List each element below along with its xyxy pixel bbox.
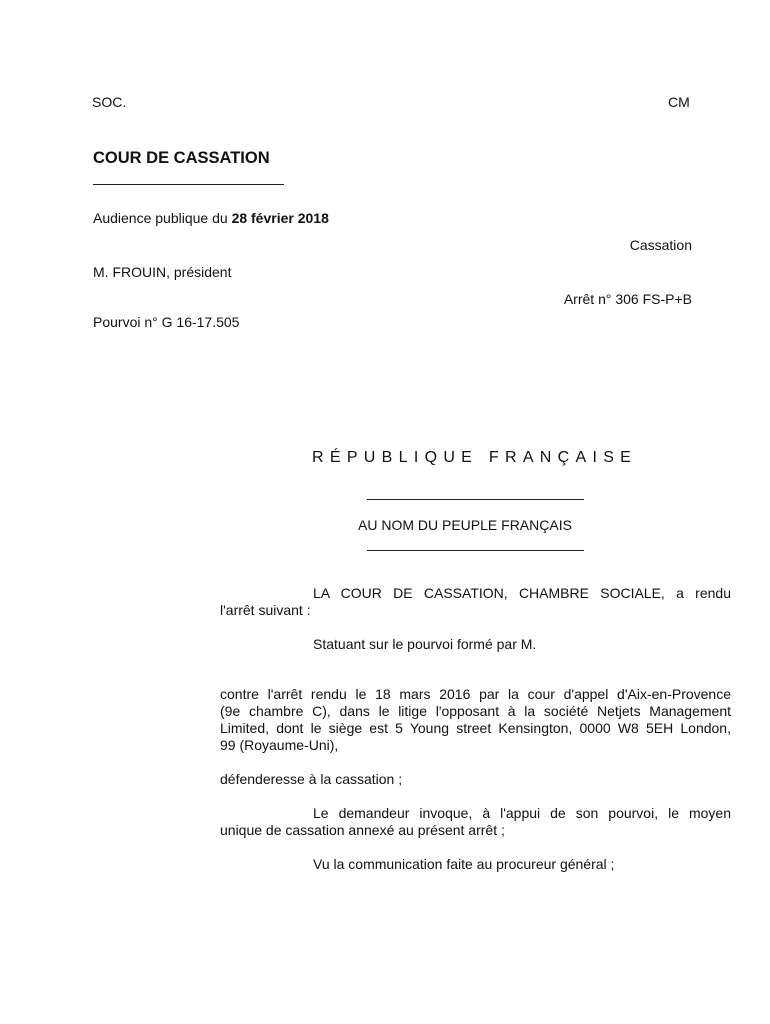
moyen-line-1: Le demandeur invoque, à l'appui de son pourvoi, le moyen bbox=[313, 805, 731, 821]
defendant-text: défenderesse à la cassation ; bbox=[220, 771, 403, 787]
contre-line-3: Limited, dont le siège est 5 Young street Kensington, 0000 W8 5EH London, bbox=[220, 720, 731, 736]
hearing-prefix: Audience publique du bbox=[93, 210, 232, 226]
hearing-date: 28 février 2018 bbox=[231, 210, 329, 226]
intro-paragraph bbox=[220, 585, 731, 619]
decision-type: Cassation bbox=[629, 237, 692, 253]
hearing-line bbox=[93, 210, 329, 227]
communication-paragraph bbox=[220, 856, 731, 873]
arret-number: Arrêt n° 306 FS-P+B bbox=[563, 291, 692, 307]
president-line: M. FROUIN, président bbox=[93, 264, 232, 280]
court-title: COUR DE CASSATION bbox=[93, 149, 270, 167]
contre-line-4: 99 (Royaume-Uni), bbox=[220, 737, 339, 753]
people-heading: AU NOM DU PEUPLE FRANÇAIS bbox=[358, 517, 572, 533]
appellant-paragraph bbox=[220, 636, 731, 653]
intro-line-1: LA COUR DE CASSATION, CHAMBRE SOCIALE, a rendu bbox=[313, 585, 731, 601]
intro-line-2: l'arrêt suivant : bbox=[220, 602, 311, 618]
people-rule bbox=[367, 550, 584, 551]
appellant-text: Statuant sur le pourvoi formé par M. bbox=[313, 636, 537, 652]
court-title-rule bbox=[93, 184, 284, 185]
republic-heading: RÉPUBLIQUE FRANÇAISE bbox=[312, 449, 638, 466]
republic-rule bbox=[367, 499, 584, 500]
moyen-line-2: unique de cassation annexé au présent arrêt ; bbox=[220, 822, 505, 838]
chamber-code: SOC. bbox=[92, 94, 127, 110]
defendant-paragraph bbox=[220, 771, 731, 788]
contre-line-2: (9e chambre C), dans le litige l'opposant à la société Netjets Management bbox=[220, 703, 731, 719]
contre-line-1: contre l'arrêt rendu le 18 mars 2016 par la cour d'appel d'Aix-en-Provence bbox=[220, 686, 731, 702]
communication-text: Vu la communication faite au procureur général ; bbox=[313, 856, 615, 872]
pourvoi-number: Pourvoi n° G 16-17.505 bbox=[93, 314, 240, 330]
moyen-paragraph bbox=[220, 805, 731, 839]
contre-paragraph bbox=[220, 686, 731, 754]
clerk-code: CM bbox=[668, 94, 690, 110]
